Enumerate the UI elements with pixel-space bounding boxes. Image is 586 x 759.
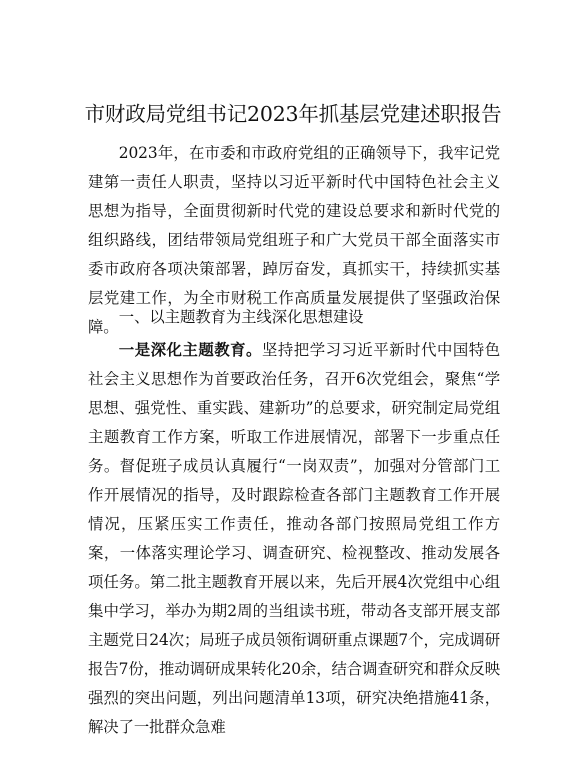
section-heading: 一、以主题教育为主线深化思想建设	[118, 308, 364, 326]
section-body-text: 坚持把学习习近平新时代中国特色社会主义思想作为首要政治任务，召开6次党组会，聚焦“学思想、强党性、重实践、建新功”的总要求，研究制定局党组主题教育工作方案，听取工作进展情况，部署下一步重点任务。督促班子成员认真履行“一岗双责”，加强对分管部门工作开展情况的指导，及时跟踪检查各部门主题教育工作开展情况，压紧压实工作责任，推动各部门按照局党组工作方案，一体落实理论学习、调查研究、检视整改、推动发展各项任务。第二批主题教育开展以来，先后开展4次党组中心组集中学习，举办为期2周的当组读书班，带动各支部开展支部主题党日24次；局班子成员领衔调研重点课题7个，完成调研报告7份，推动调研成果转化20余，结合调查研究和群众反映强烈的突出问题，列出问题清单13项，研究决绝措施41条，解决了一批群众急难	[88, 341, 500, 736]
section-paragraph	[88, 336, 500, 742]
document-title: 市财政局党组书记2023年抓基层党建述职报告	[84, 102, 502, 126]
intro-paragraph: 2023年，在市委和市政府党组的正确领导下，我牢记党建第一责任人职责，坚持以习近平新时代中国特色社会主义思想为指导，全面贯彻新时代党的建设总要求和新时代党的组织路线，团结带领局党组班子和广大党员干部全面落实市委市政府各项决策部署，踔厉奋发，真抓实干，持续抓实基层党建工作，为全市财税工作高质量发展提供了坚强政治保障。	[88, 144, 500, 336]
section-lead-text: 一是深化主题教育。	[118, 341, 262, 359]
